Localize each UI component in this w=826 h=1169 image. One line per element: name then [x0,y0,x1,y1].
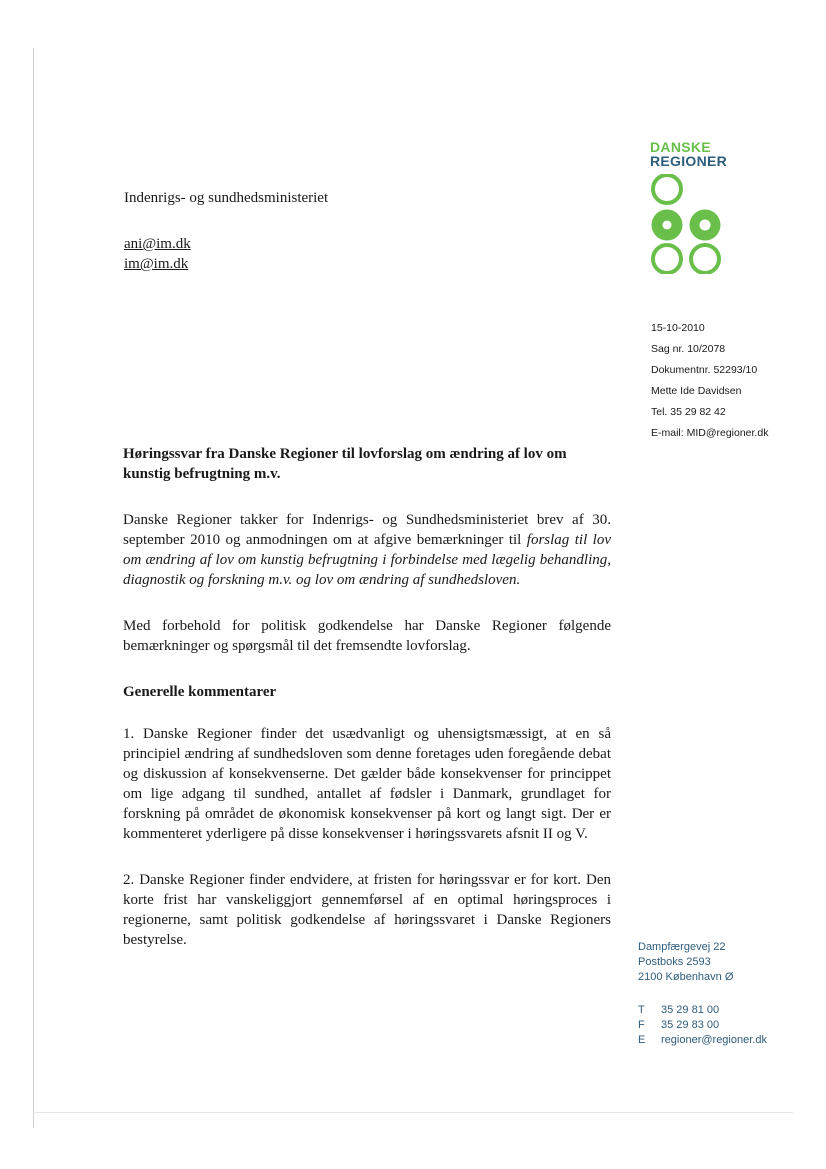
logo-circle-mid-right-hole [700,220,711,231]
paragraph-comment-1: 1. Danske Regioner finder det usædvanligt og uhensigtsmæssigt, at en så principiel ændring af sundhedsloven som denne foretages uden foregående debat og diskussion af konsekvenserne. Det gælder både konsekvenser for princippet om lige adgang til sundhed, antallet af fødsler i Danmark, grundlaget for forskning på området de økonomisk konsekvenser på kort og langt sigt. Der er kommenteret yderligere på disse konsekvenser i høringssvarets afsnit II og V. [123,726,611,842]
contact-key: F [638,1019,645,1031]
danske-regioner-logo [650,140,727,168]
logo-circles-icon [650,174,726,274]
letter-subject [123,444,611,484]
page-edge-line [33,48,34,1128]
logo-line-2: REGIONER [650,153,728,169]
paragraph-comment-2: 2. Danske Regioner finder endvidere, at fristen for høringssvar er for kort. Den korte frist har vanskeliggjort gennemførsel af en optimal høringsproces i regionerne, samt politisk godkendelse af høringssvaret i Danske Regioners bestyrelse. [123,872,611,948]
recipient-name: Indenrigs- og sundhedsministeriet [124,190,329,206]
intro-text: Danske Regioner takker for Indenrigs- og Sundhedsministeriet brev af 30. september 2010 og anmodningen om at afgive bemærkninger til [123,512,611,548]
contact-value: 35 29 81 00 [661,1004,720,1016]
subject-line-2: kunstig befrugtning m.v. [123,466,281,482]
meta-case-number: Sag nr. 10/2078 [651,343,726,355]
contact-value[interactable]: regioner@regioner.dk [661,1034,767,1046]
intro-law-title: forslag til lov om ændring af lov om kunstig befrugtning i forbindelse med lægelig behandling, diagnostik og forskning m.v. og lov om ændring af sundhedsloven. [123,532,611,588]
sender-address [638,940,767,1048]
document-meta [651,318,768,444]
meta-contact-person: Mette Ide Davidsen [651,385,742,397]
meta-document-number: Dokumentnr. 52293/10 [651,364,758,376]
email-link-im[interactable]: im@im.dk [124,256,189,272]
logo-circle-bottom-left [653,245,681,273]
meta-date: 15-10-2010 [651,322,705,334]
address-box: Postboks 2593 [638,956,711,968]
contact-value: 35 29 83 00 [661,1019,720,1031]
logo-circle-top [653,175,681,203]
contact-key: T [638,1004,645,1016]
contact-list [638,1003,767,1048]
contact-row-email [638,1033,767,1048]
address-city: 2100 København Ø [638,971,734,983]
contact-row-fax [638,1018,767,1033]
logo-circle-mid-left-hole [663,221,672,230]
letter-body [123,444,611,950]
subject-line-1: Høringssvar fra Danske Regioner til lovforslag om ændring af lov om [123,446,567,462]
logo-line-1: DANSKE [650,139,711,155]
logo-wordmark [650,140,727,168]
meta-email: E-mail: MID@regioner.dk [651,427,769,439]
section-title: Generelle kommentarer [123,684,277,700]
page-bottom-line [33,1112,793,1113]
recipient-emails [124,234,191,274]
contact-row-phone [638,1003,767,1018]
meta-phone: Tel. 35 29 82 42 [651,406,726,418]
logo-circle-bottom-right [691,245,719,273]
paragraph-reservation: Med forbehold for politisk godkendelse har Danske Regioner følgende bemærkninger og spørgsmål til det fremsendte lovforslag. [123,618,611,654]
address-street: Dampfærgevej 22 [638,941,726,953]
paragraph-intro [123,510,611,590]
contact-key: E [638,1034,646,1046]
email-link-ani[interactable]: ani@im.dk [124,236,191,252]
